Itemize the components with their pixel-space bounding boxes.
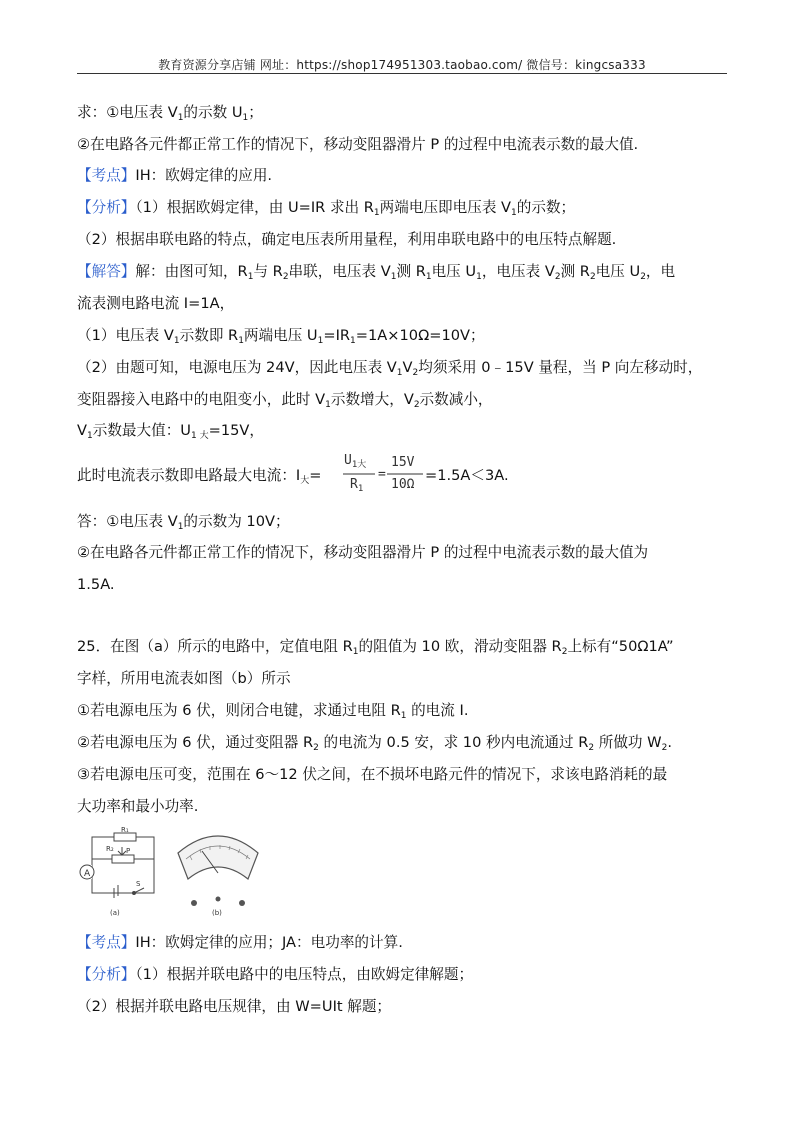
fig-b-caption: (b) — [212, 909, 222, 917]
jieda-tag: 【解答】 — [77, 263, 136, 280]
question-line-2: ②在电路各元件都正常工作的情况下，移动变阻器滑片 P 的过程中电流表示数的最大值. — [77, 136, 639, 153]
solution-5-left: 此时电流表示数即电路最大电流：$I_大=$ — [77, 467, 322, 486]
circuit-svg — [74, 825, 164, 919]
fenxi-1: 【分析】（1）根据欧姆定律，由 U=IR 求出 $R_1$两端电压即电压表 $V_1$的示数； — [77, 199, 576, 218]
problem-25-line-1: 25．在图（a）所示的电路中，定值电阻 $R_1$的阻值为 10 欧，滑动变阻器 $R_2$上标有“50Ω1A” — [77, 638, 674, 657]
kaodian-tag-2: 【考点】 — [77, 934, 136, 951]
answer-3: 1.5A. — [77, 576, 115, 593]
fenxi-tag-2: 【分析】 — [77, 966, 136, 983]
current-fraction-formula — [341, 451, 425, 497]
solution-2: （2）由题可知，电源电压为 24V，因此电压表 $V_1V_2$均须采用 0﹣15V 量程，当 P 向左移动时， — [77, 359, 703, 378]
question-line-1: 求：①电压表 $V_1$的示数 $U_1$； — [77, 104, 263, 123]
answer-2: ②在电路各元件都正常工作的情况下，移动变阻器滑片 P 的过程中电流表示数的最大值为 — [77, 544, 649, 561]
frac2-denominator: 10Ω — [391, 477, 415, 492]
frac1-denominator: $R_1$ — [350, 477, 364, 494]
fig-a-caption: (a) — [110, 909, 120, 917]
r1-label: R₁ — [121, 826, 129, 834]
svg-text:=: = — [378, 467, 386, 482]
solution-1: （1）电压表 $V_1$示数即 $R_1$两端电压 $U_1=IR_1=1A\times 10\Omega=10V$； — [77, 327, 485, 346]
answer-1: 答：①电压表 $V_1$的示数为 10V； — [77, 513, 290, 532]
page-header: 教育资源分享店铺 网址：https://shop174951303.taobao.com/ 微信号：kingcsa333 — [158, 58, 646, 72]
kaodian-2: 【考点】IH：欧姆定律的应用；JA：电功率的计算. — [77, 934, 403, 951]
kaodian-tag: 【考点】 — [77, 167, 136, 184]
solution-3: 变阻器接入电路中的电阻变小，此时 $V_1$示数增大，$V_2$示数减小， — [77, 391, 493, 410]
slider-p-label: P — [126, 847, 131, 855]
problem-25-line-5: ③若电源电压可变，范围在 6～12 伏之间，在不损坏电路元件的情况下，求该电路消耗的最 — [77, 766, 668, 783]
problem-25-line-4: ②若电源电压为 6 伏，通过变阻器 $R_2$ 的电流为 0.5 安，求 10 秒内电流通过 $R_2$ 所做功 $W_2$. — [77, 734, 672, 753]
frac2-numerator: 15V — [391, 455, 415, 470]
header-rule — [77, 73, 727, 74]
fenxi-tag: 【分析】 — [77, 199, 136, 216]
problem-25-line-2: 字样，所用电流表如图（b）所示 — [77, 670, 291, 687]
problem-25-line-3: ①若电源电压为 6 伏，则闭合电键，求通过电阻 $R_1$ 的电流 I. — [77, 702, 469, 721]
kaodian-1: 【考点】IH：欧姆定律的应用. — [77, 167, 273, 184]
circuit-diagram-a — [74, 825, 164, 919]
ammeter-svg — [172, 825, 264, 919]
problem-25-line-6: 大功率和最小功率. — [77, 798, 199, 815]
jieda-1: 【解答】解：由图可知，$R_1$与 $R_2$串联，电压表 $V_1$测 $R_1$电压 $U_1$，电压表 $V_2$测 $R_2$电压 $U_2$，电 — [77, 263, 676, 282]
switch-s-label: S — [136, 880, 141, 888]
ammeter-label: A — [84, 869, 91, 879]
r2-label: R₂ — [106, 845, 114, 853]
frac1-numerator: $U_{1大}$ — [344, 453, 367, 470]
jieda-2: 流表测电路电流 I=1A， — [77, 295, 235, 312]
solution-5-tail: =1.5A＜3A. — [425, 467, 509, 484]
fenxi-2: （2）根据串联电路的特点，确定电压表所用量程，利用串联电路中的电压特点解题. — [77, 231, 617, 248]
fenxi-4: （2）根据并联电路电压规律，由 W=UIt 解题； — [77, 998, 392, 1015]
fenxi-3: 【分析】（1）根据并联电路中的电压特点，由欧姆定律解题； — [77, 966, 474, 983]
ammeter-dial-b — [172, 825, 264, 919]
solution-4: $V_1$示数最大值：$U_{1 大}=15V$， — [77, 422, 264, 441]
